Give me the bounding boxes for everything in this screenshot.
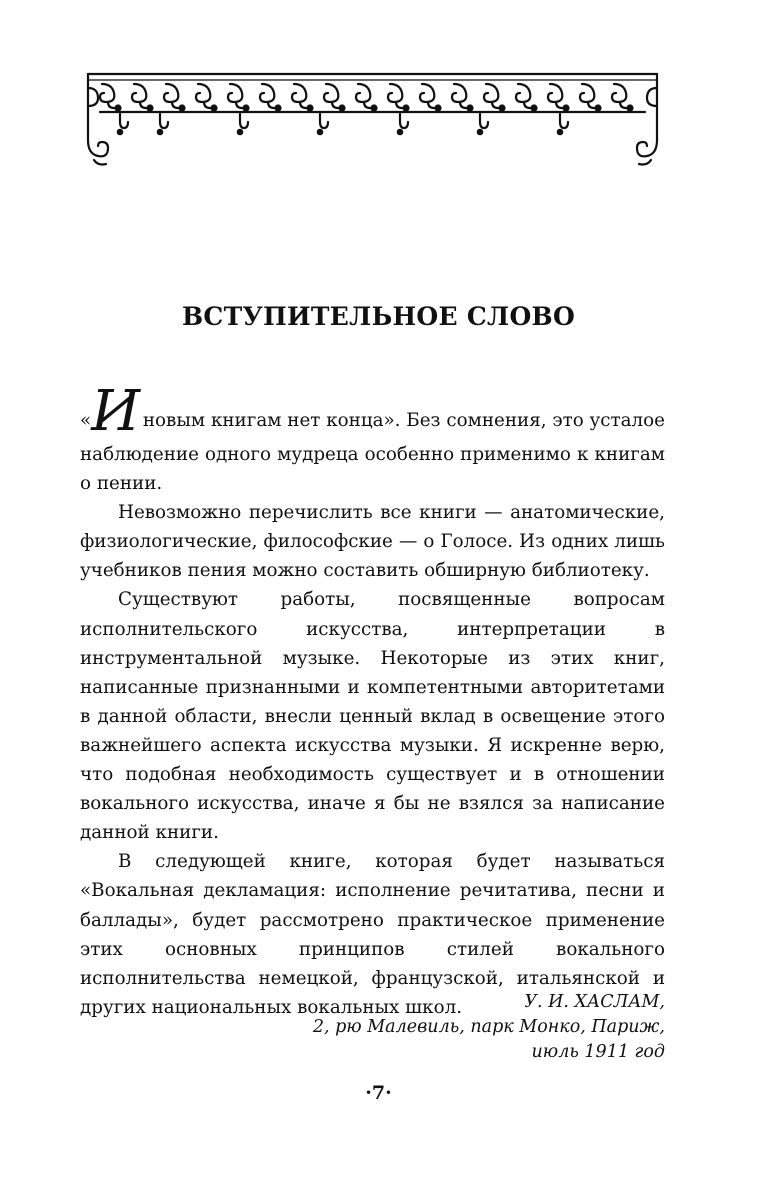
author-address: 2, рю Малевиль, парк Монко, Париж,: [312, 1017, 665, 1037]
body-text: [80, 379, 665, 1022]
paragraph-4: В следующей книге, которая будет называться «Вокальная декламация: исполнение речитатива, песни и баллады», будет рассмотрено практическое применение этих основных принципов стилей вокального исполнительства немецкой, французской, итальянской и других национальных вокальных школ.: [80, 851, 665, 1018]
drop-cap-initial: И: [91, 379, 138, 444]
opening-quote: «: [80, 410, 92, 431]
section-title: ВСТУПИТЕЛЬНОЕ СЛОВО: [181, 302, 576, 331]
author-name: У. И. ХАСЛАМ,: [524, 992, 665, 1012]
paragraph-1-text: новым книгам нет конца». Без сомнения, это усталое наблюдение одного мудреца особенно применимо к книгам о пении.: [80, 410, 665, 495]
decorative-ornament-header: [80, 68, 665, 170]
paragraph-2: Невозможно перечислить все книги — анатомические, физиологические, философские — о Голосе. Из одних лишь учебников пения можно составить обширную библиотеку.: [80, 502, 665, 582]
paragraph-3: Существуют работы, посвященные вопросам исполнительского искусства, интерпретации в инструментальной музыке. Некоторые из этих книг, написанные признанными и компетентными авторитетами в данной области, внесли ценный вклад в освещение этого важнейшего аспекта искусства музыки. Я искренне верю, что подобная необходимость существует и в отношении вокального искусства, иначе я бы не взялся за написание данной книги.: [80, 589, 665, 844]
paragraph-1: [80, 379, 665, 498]
author-signature: [313, 990, 665, 1065]
page-number: ·7·: [365, 1082, 392, 1104]
author-date: июль 1911 год: [531, 1042, 665, 1062]
